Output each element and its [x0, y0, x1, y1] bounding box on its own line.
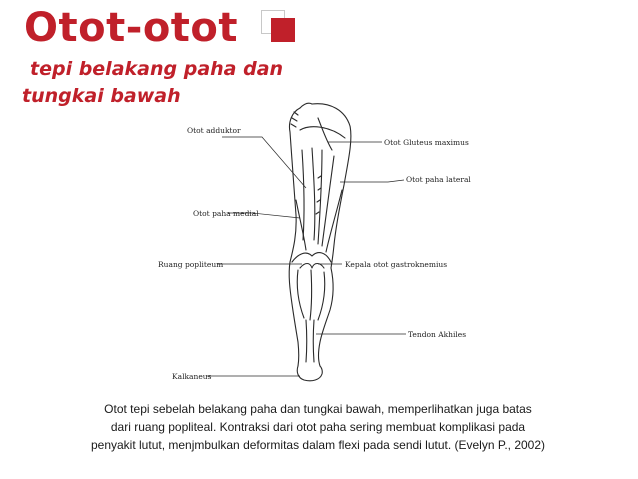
- label-adductor: Otot adduktor: [187, 126, 241, 135]
- label-popliteum: Ruang popliteum: [158, 260, 224, 269]
- caption-line-3: penyakit lutut, menjmbulkan deformitas dalam flexi pada sendi lutut. (Evelyn P., 2002): [90, 438, 546, 452]
- caption-line-1: Otot tepi sebelah belakang paha dan tungkai bawah, memperlihatkan juga batas: [104, 402, 532, 416]
- leader-lines: [206, 137, 406, 376]
- label-calcaneus: Kalkaneus: [172, 372, 212, 381]
- label-achilles-tendon: Tendon Akhiles: [408, 330, 467, 339]
- page-title: Otot-otot: [24, 5, 239, 51]
- label-gastrocnemius: Kepala otot gastroknemius: [345, 260, 448, 269]
- caption-line-2: dari ruang popliteal. Kontraksi dari otot paha sering membuat komplikasi pada: [110, 420, 526, 434]
- subtitle-line-2: tungkai bawah: [22, 85, 181, 107]
- leg-drawing: [289, 103, 351, 381]
- figure-caption: [40, 400, 596, 454]
- label-medial-thigh: Otot paha medial: [193, 209, 259, 218]
- label-gluteus-maximus: Otot Gluteus maximus: [384, 138, 469, 147]
- label-lateral-thigh: Otot paha lateral: [406, 175, 471, 184]
- subtitle-line-1: tepi belakang paha dan: [30, 58, 284, 80]
